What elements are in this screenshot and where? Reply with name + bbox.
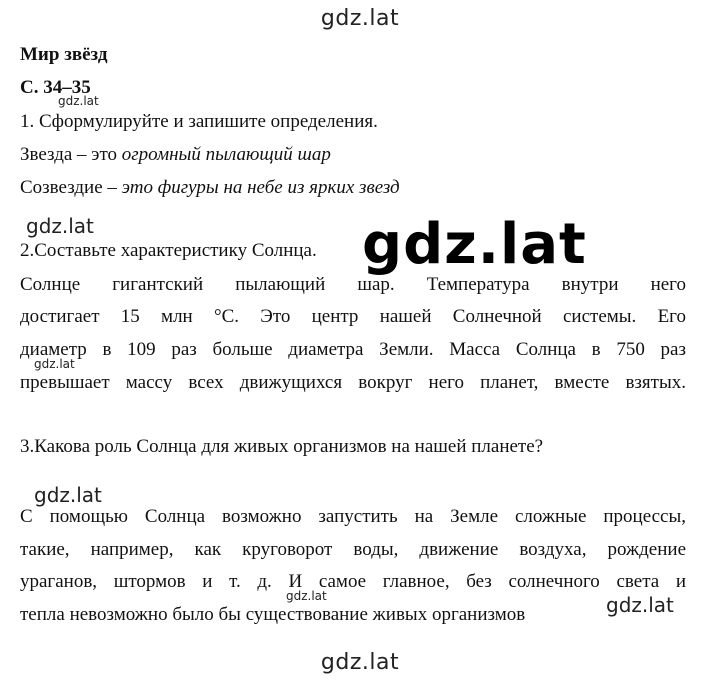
document-title: Мир звёзд <box>20 44 108 65</box>
q2-answer-line-1: Солнце гигантский пылающий шар. Температура внутри него <box>20 274 686 295</box>
q2-answer-line-4: превышает массу всех движущихся вокруг него планет, вместе взятых. <box>20 372 686 393</box>
q3-answer-line-4: тепла невозможно было бы существование живых организмов <box>20 604 526 625</box>
watermark-before-q2: gdz.lat <box>26 214 94 238</box>
q3-answer-line-2: такие, например, как круговорот воды, движение воздуха, рождение <box>20 539 686 560</box>
page-reference: С. 34–35 <box>20 77 91 98</box>
constellation-definition-text: это фигуры на небе из ярких звезд <box>116 177 400 198</box>
constellation-term: Созвездие – <box>20 177 117 198</box>
watermark-end-right: gdz.lat <box>606 593 674 617</box>
question-1-prompt: 1. Сформулируйте и запишите определения. <box>20 111 378 132</box>
constellation-definition <box>20 177 400 199</box>
question-3-prompt: 3.Какова роль Солнца для живых организмов на нашей планете? <box>20 436 544 457</box>
question-2-prompt: 2.Составьте характеристику Солнца. <box>20 240 317 261</box>
watermark-bottom: gdz.lat <box>320 650 400 675</box>
q2-answer-line-3: диаметр в 109 раз больше диаметра Земли. Масса Солнца в 750 раз <box>20 339 686 360</box>
q2-answer-line-2: достигает 15 млн °С. Это центр нашей Солнечной системы. Его <box>20 306 686 327</box>
watermark-in-sun-text: gdz.lat <box>34 357 75 371</box>
star-term: Звезда – это <box>20 144 118 165</box>
star-definition <box>20 144 331 166</box>
star-definition-text: огромный пылающий шар <box>117 144 331 165</box>
q3-answer-line-1: С помощью Солнца возможно запустить на Земле сложные процессы, <box>20 506 686 527</box>
watermark-top: gdz.lat <box>320 6 400 31</box>
watermark-near-glavnoe: gdz.lat <box>286 589 327 603</box>
watermark-before-q3-answer: gdz.lat <box>34 483 102 507</box>
q3-answer-line-3: ураганов, штормов и т. д. И самое главное, без солнечного света и <box>20 571 686 592</box>
watermark-under-page: gdz.lat <box>58 94 99 108</box>
watermark-large: gdz.lat <box>362 212 587 277</box>
